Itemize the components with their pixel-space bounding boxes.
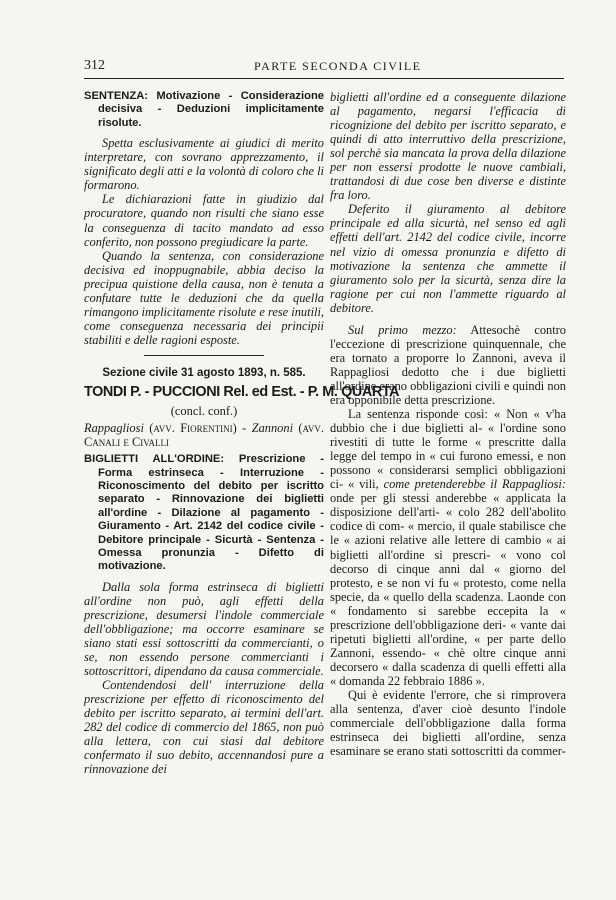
parties-line: Rappagliosi (avv. Fiorentini) - Zannoni (avv. Canali e Civalli (84, 421, 324, 450)
conclusions-note: (concl. conf.) (170, 403, 238, 418)
body-paragraph: Qui è evidente l'errore, che si rimprovera alla sentenza, d'aver cioè desunto l'indole commerciale dell'obbligazione dalla forma estrinseca dei biglietti all'ordine, senza esaminare se erano stati sottoscritti da commer- (330, 687, 566, 759)
right-column (330, 90, 566, 758)
page-header (84, 58, 564, 79)
page-number: 312 (84, 58, 105, 73)
maxim-paragraph: Quando la sentenza, con considerazione decisiva ed inoppugnabile, abbia deciso la precipua quistione della causa, non è tenuta a confutare tutte le deduzioni che da quella rimangono implicitamente risolute e rese inutili, come conseguenza necessaria dei principii stabiliti e delle ragioni esposte. (84, 248, 324, 347)
quoted-judgment: La sentenza risponde così: « Non « v'ha dubbio che i due biglietti al- « l'ordine sono rivestiti di tutte le forme « prescritte dalla legge del tempo in « cui furono emessi, e non possono « considerarsi semplici obbligazioni ci- « vili, come pretenderebbe il Rappagliosi: onde per gli stessi anderebbe « applicata la disposizione dell'arti- « colo 282 dell'abolito codice di com- « mercio, il quale stabilisce che le « azioni relative alle lettere di cambio « ai biglietti all'ordine si prescri- « vono col decorso di cinque anni dal « giorno del protesto, e se non vi fu « protesto, come nella specie, da « quello della scadenza. Laonde con « fondamento si sarebbe eccepita la « prescrizione dell'obbligazione deri- « vante dai ripetuti biglietti all'ordine, « per parte dello Zannoni, essendo- « chè oltre cinque anni decorsero « dalla scadenza di quelli effetti alla « domanda 22 febbraio 1886 ». (330, 407, 566, 688)
maxim-continuation: biglietti all'ordine ed a conseguente dilazione al pagamento, negarsi l'efficacia di ricognizione del debito per iscritto separato, e quindi di atto interruttivo della prescrizione, sol perchè sia mancata la prova della dilazione per non essersi prodotte le nuove cambiali, trattandosi di due cose ben diverse e distinte fra loro. (330, 90, 566, 203)
party-appellant: Rappagliosi (84, 421, 144, 436)
first-ground-lead: Sul primo mezzo: (348, 322, 457, 337)
party-counsel: (avv. Fiorentini) (149, 421, 237, 436)
party-counsel: (avv. Canali e Civalli (84, 421, 324, 450)
running-title: PARTE SECONDA CIVILE (254, 59, 422, 73)
maxim-paragraph: Dalla sola forma estrinseca di biglietti all'ordine non può, agli effetti della prescrizione, desumersi l'indole commerciale dell'obbligazione; ma occorre esaminare se siano stati essi sottoscritti da commercianti, o se, non essendo persone commercianti i sottoscrittori, dipendano da causa commerciale. (84, 579, 324, 679)
summary-biglietti: BIGLIETTI ALL'ORDINE: Prescrizione - Forma estrinseca - Interruzione - Riconoscimento del debito per iscritto separato - Rinnovazione dei biglietti all'ordine - Dilazione al pagamento - Giuramento - Art. 2142 del codice civile - Debitore principale - Sicurtà - Sentenza - Omessa pronunzia - Difetto di motivazione. (84, 453, 324, 573)
body-paragraph: Sul primo mezzo: Attesochè contro l'eccezione di prescrizione quinquennale, che era tornato a proporre lo Zannoni, aveva il Rappagliosi dedotto che i due biglietti all'ordine erano obbligazioni civili e quindi non era opponibile detta prescrizione. (330, 322, 566, 407)
maxim-paragraph: Spetta esclusivamente ai giudici di merito interpretare, con sovrano apprezzamento, il significato degli atti e la volontà di coloro che li formarono. (84, 136, 324, 193)
court-composition: TONDI P. - PUCCIONI Rel. ed Est. - P. M. QUARTA (84, 383, 400, 400)
summary-sentenza: SENTENZA: Motivazione - Considerazione decisiva - Deduzioni implicitamente risolute. (84, 90, 324, 129)
section-divider (144, 355, 264, 356)
party-respondent: Zannoni (251, 421, 294, 436)
left-column (84, 90, 400, 777)
section-date: Sezione civile 31 agosto 1893, n. 585. (102, 366, 306, 379)
maxim-paragraph: Contendendosi dell' interruzione della prescrizione per effetto di riconoscimento del debito per iscritto separato, ai termini dell'art. 282 del codice di commercio del 1865, non può alla lettera, con cui siasi dal debitore confermato il suo debito, accennandosi pure a rinnovazione dei (84, 678, 324, 777)
maxim-paragraph: Le dichiarazioni fatte in giudizio dal procuratore, quando non risulti che siano esse la conseguenza di tacito mandato ad esso conferito, non possono pregiudicare la parte. (84, 192, 324, 249)
maxim-paragraph: Deferito il giuramento al debitore principale ed alla sicurtà, nel senso ed agli effetti dell'art. 2142 del codice civile, incorre nel vizio di omessa pronunzia e difetto di motivazione la sentenza che ammette il giuramento solo per la sicurtà, senza dire la ragione per cui non l'ammette riguardo al debitore. (330, 202, 566, 315)
